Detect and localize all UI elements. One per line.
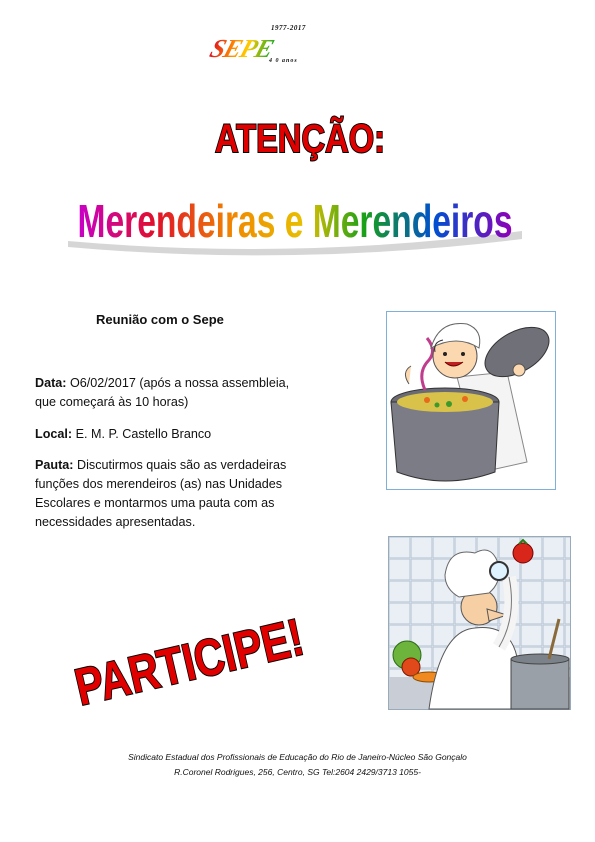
headline-text: ATENÇÃO: (215, 117, 424, 161)
date-info (35, 374, 310, 412)
logo-years: 1977-2017 (271, 24, 306, 32)
logo-subtitle: 4 0 anos (269, 58, 298, 64)
footer-address: R.Coronel Rodrigues, 256, Centro, SG Tel:2604 2429/3713 1055- (174, 767, 421, 777)
sepe-logo (205, 24, 375, 70)
agenda-label: Pauta: (35, 458, 74, 472)
footer-union-name: Sindicato Estadual dos Profissionais de Educação do Rio de Janeiro-Núcleo São Gonçalo (128, 752, 467, 762)
date-label: Data: (35, 376, 67, 390)
call-to-action-wordart (62, 588, 367, 718)
logo-word: SEPE (206, 34, 277, 63)
agenda-value: Discutirmos quais são as verdadeiras funções dos merendeiros (as) nas Unidades Escolares e montarmos uma pauta com as necessidades apresentadas. (35, 458, 287, 529)
location-label: Local: (35, 427, 73, 441)
meeting-title: Reunião com o Sepe (96, 312, 224, 327)
subheadline-text: Merendeiras e Merendeiros (77, 195, 513, 247)
date-value: O6/02/2017 (após a nossa assembleia, que começará às 10 horas) (35, 376, 290, 409)
location-info (35, 425, 310, 444)
headline-wordart (200, 108, 424, 164)
chef-illustration (388, 536, 571, 710)
call-to-action-text: PARTICIPE! (69, 595, 367, 718)
cook-girl-illustration (386, 311, 556, 490)
location-value: E. M. P. Castello Branco (72, 427, 212, 441)
agenda-info (35, 456, 310, 532)
subheadline-wordart (60, 183, 530, 258)
